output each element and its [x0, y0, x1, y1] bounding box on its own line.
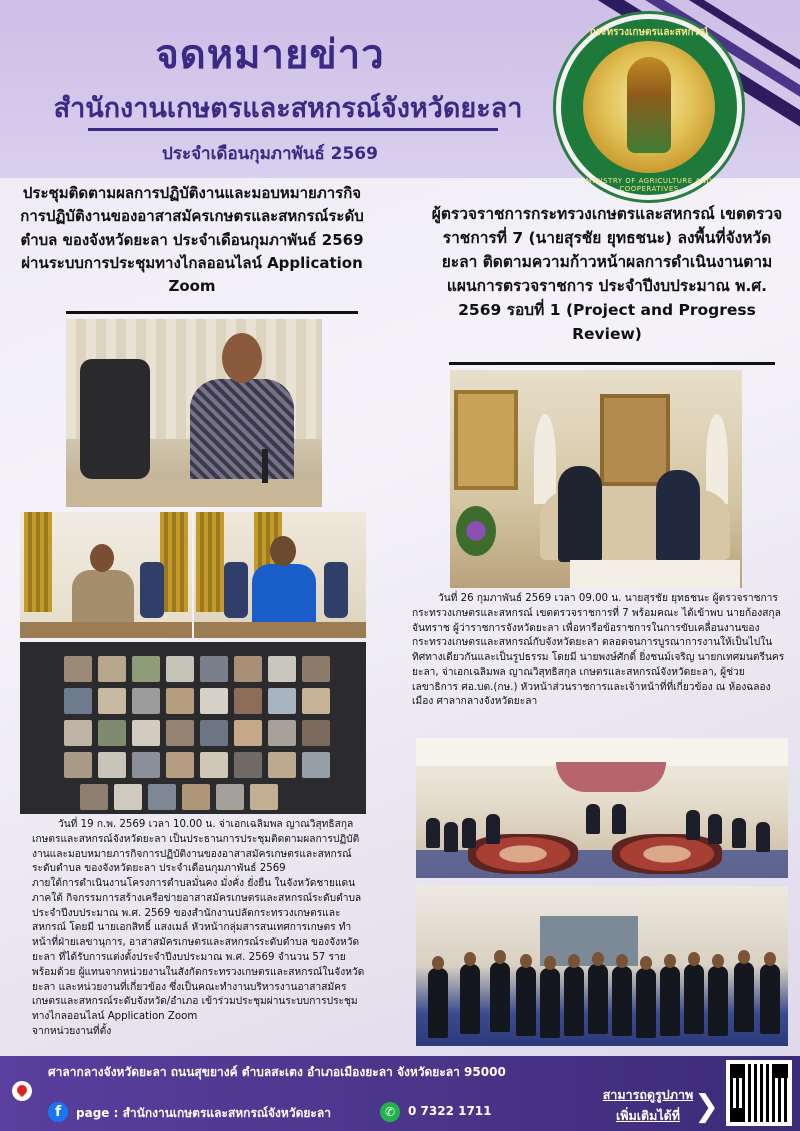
right-headline-divider [449, 362, 775, 365]
cta-line-2: เพิ่มเติมได้ที่ [615, 1108, 681, 1124]
qr-code-pattern [730, 1064, 788, 1122]
right-caption-para: วันที่ 26 กุมภาพันธ์ 2569 เวลา 09.00 น. นายสุรชัย ยุทธชนะ ผู้ตรวจราชการกระทรวงเกษตรและสหกรณ์ เขตตรวจราชการที่ 7 พร้อมคณะ ได้เข้าพบ นายก้องสกุล จันทราช ผู้ว่าราชการจังหวัดยะลา เพื่อหารือข้อราชการในการขับเคลื่อนงานของกระทรวงเกษตรและสหกรณ์กับจังหวัดยะลา ตลอดจนการบูรณาการงานให้เป็นไปในทิศทางเดียวกันและเป็นรูปธรรม โดยมี นายพงษ์ศักดิ์ ยิ่งชนม์เจริญ นายกเทศมนตรีนครยะลา, จ่าเอกเฉลิมพล ญาณวิสุทธิสกุล เกษตรและสหกรณ์จังหวัดยะลา, ผู้ช่วยเลขาธิการ ศอ.บต.(กษ.) หัวหน้าส่วนราชการและเจ้าหน้าที่ที่เกี่ยวข้อง ณ ห้องฉลองเมือง ศาลากลางจังหวัดยะลา [412, 593, 785, 708]
left-caption-para-1: วันที่ 19 ก.พ. 2569 เวลา 10.00 น. จ่าเอกเฉลิมพล ญาณวิสุทธิสกุล เกษตรและสหกรณ์จังหวัดยะลา เป็นประธานการประชุมติดตามผลการปฏิบัติงานและมอบหมายภารกิจการปฏิบัติงานของอาสาสมัครเกษตรและสหกรณ์ระดับตำบล ของจังหวัดยะลา ประจำเดือนกุมภาพันธ์ 2569 [32, 819, 360, 875]
photo-inspector-meeting [450, 370, 742, 588]
office-name: สำนักงานเกษตรและสหกรณ์จังหวัดยะลา [53, 93, 523, 124]
photo-zoom-gallery [20, 642, 366, 814]
qr-code[interactable] [726, 1060, 792, 1126]
logo-text-top: กระทรวงเกษตรและสหกรณ์ [589, 27, 709, 38]
facebook-page-link[interactable]: page : สำนักงานเกษตรและสหกรณ์จังหวัดยะลา [76, 1106, 331, 1120]
right-article-caption [412, 592, 786, 710]
title-divider [88, 128, 498, 131]
cta-line-1: สามารถดูรูปภาพ [602, 1087, 694, 1102]
deity-figure-icon [627, 57, 671, 153]
left-headline-divider [66, 311, 358, 314]
left-caption-para-2: ภายใต้การดำเนินงานโครงการตำบลมั่นคง มั่งคั่ง ยั่งยืน ในจังหวัดชายแดนภาคใต้ กิจกรรมการสร้างเครือข่ายอาสาสมัครเกษตรและสหกรณ์ระดับตำบล ประจำปีงบประมาณ พ.ศ. 2569 ของสำนักงานปลัดกระทรวงเกษตรและสหกรณ์ โดยมี นายเอกสิทธิ์ แสงเมล์ หัวหน้ากลุ่มสารสนเทศการเกษตร ทำหน้าที่ฝ่ายเลขานุการ, อาสาสมัครเกษตรและสหกรณ์ระดับตำบล ของจังหวัดยะลา ที่ได้รับการแต่งตั้งประจำปีงบประมาณ พ.ศ. 2569 จำนวน 57 ราย พร้อมด้วย ผู้แทนจากหน่วยงานในสังกัดกระทรวงเกษตรและสหกรณ์ในจังหวัดยะลา และหน่วยงานที่เกี่ยวข้อง ซึ่งเป็นคณะทำงานบริหารงานอาสาสมัครเกษตรและสหกรณ์ระดับจังหวัด/อำเภอ เข้าร่วมประชุมผ่านระบบการประชุมทางไกลออนไลน์ Application Zoom [32, 878, 365, 1023]
photo-participant-1 [20, 512, 192, 638]
photo-group [416, 886, 788, 1046]
right-article-headline: ผู้ตรวจราชการกระทรวงเกษตรและสหกรณ์ เขตตรวจราชการที่ 7 (นายสุรชัย ยุทธชนะ) ลงพื้นที่จังหวัดยะลา ติดตามความก้าวหน้าผลการดำเนินงานตามแผนการตรวจราชการ ประจำปีงบประมาณ พ.ศ. 2569 รอบที่ 1 (Project and Progress Review) [431, 205, 783, 344]
photo-participant-2 [194, 512, 366, 638]
photo-meeting-room [416, 738, 788, 878]
phone-icon: ✆ [380, 1102, 400, 1122]
left-article-caption [32, 818, 372, 1040]
phone-number[interactable]: 0 7322 1711 [408, 1104, 492, 1118]
issue-date: ประจำเดือนกุมภาพันธ์ 2569 [162, 144, 378, 164]
footer-address: ศาลากลางจังหวัดยะลา ถนนสุขยางค์ ตำบลสะเตง อำเภอเมืองยะลา จังหวัดยะลา 95000 [48, 1065, 506, 1079]
ministry-logo [556, 14, 742, 200]
logo-text-bottom: MINISTRY OF AGRICULTURE AND COOPERATIVES [585, 177, 713, 193]
more-photos-link[interactable] [588, 1084, 708, 1127]
newsletter-title: จดหมายข่าว [155, 32, 385, 78]
location-pin-icon [12, 1081, 32, 1101]
left-caption-para-3: จากหน่วยงานที่ตั้ง [32, 1025, 112, 1037]
photo-chairman-zoom [66, 319, 322, 507]
chevron-right-icon: ❯ [694, 1089, 720, 1124]
left-article-headline: ประชุมติดตามผลการปฏิบัติงานและมอบหมายภารกิจการปฏิบัติงานของอาสาสมัครเกษตรและสหกรณ์ระดับตำบล ของจังหวัดยะลา ประจำเดือนกุมภาพันธ์ 2569 ผ่านระบบการประชุมทางไกลออนไลน์ Application Zoom [20, 184, 364, 295]
facebook-icon[interactable]: f [48, 1102, 68, 1122]
logo-emblem [583, 41, 715, 173]
